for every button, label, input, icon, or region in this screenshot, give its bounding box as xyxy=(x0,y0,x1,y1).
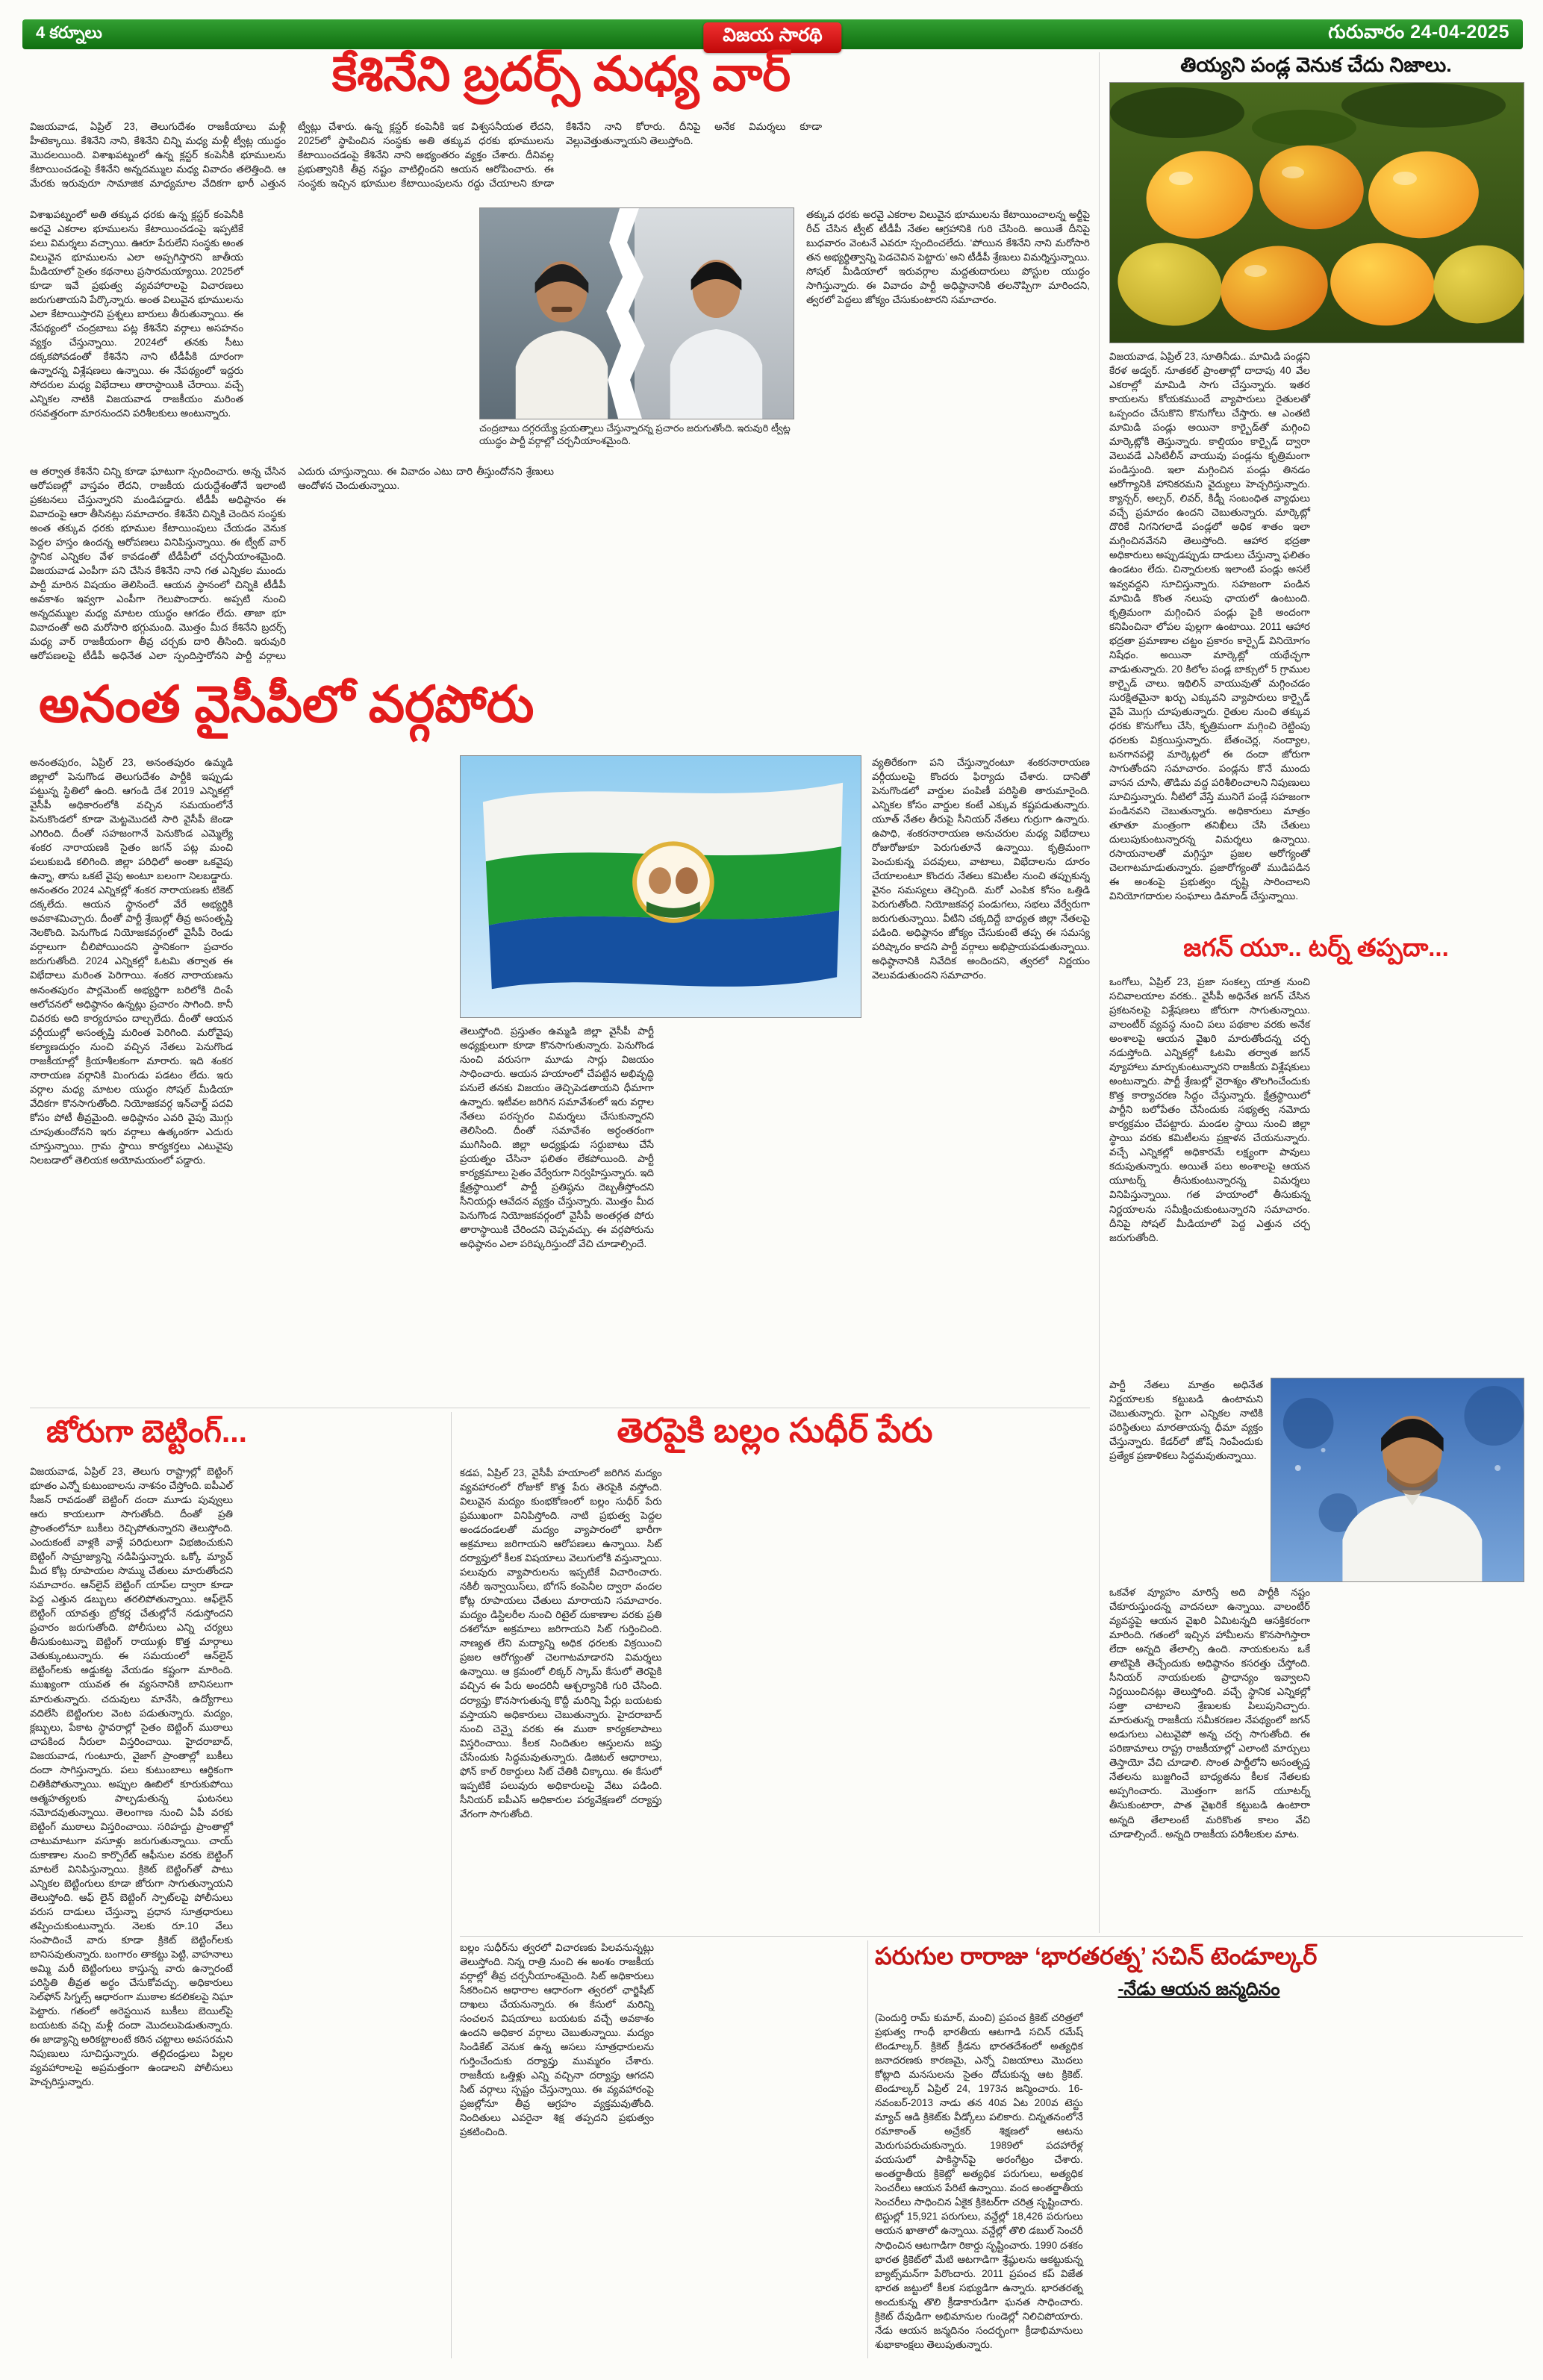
betting-body: విజయవాడ, ఏప్రిల్ 23, తెలుగు రాష్ట్రాల్లో బెట్టింగ్ భూతం ఎన్నో కుటుంబాలను నాశనం చేస్తోంది. ఐపీఎల్ సీజన్ రావడంతో బెట్టింగ్ దందా మూడు పువ్వులు ఆరు కాయలుగా సాగుతోంది. దీంతో ప్రతి ప్రాంతంలోనూ బుకీలు రెచ్చిపోతున్నారని తెలుస్తోంది. ఎందుకంటే వాళ్లకి వాళ్లే పరిధులుగా విభజించుకుని బెట్టింగ్ సామ్రాజ్యాన్ని నడిపిస్తున్నారు. ఒక్కో మ్యాచ్ మీద కోట్ల రూపాయల సొమ్ము చేతులు మారుతోందని సమాచారం. ఆన్‌లైన్ బెట్టింగ్ యాప్‌ల ద్వారా కూడా పెద్ద ఎత్తున డబ్బులు తరలిపోతున్నాయి. ఆఫ్‌లైన్ బెట్టింగ్ యావత్తు బ్రోకర్ల చేతుల్లోనే నడుస్తోందని ప్రచారం జరుగుతోంది. పోలీసులు ఎన్ని చర్యలు తీసుకుంటున్నా బెట్టింగ్ రాయుళ్లు కొత్త మార్గాలు వెతుక్కుంటున్నారు. ఈ సమయంలో ఆన్‌లైన్ బెట్టింగ్‌లకు అడ్డుకట్ట వేయడం కష్టంగా మారింది. ముఖ్యంగా యువత ఈ వ్యసనానికి బానిసలుగా మారుతున్నారు. చదువులు మానేసి, ఉద్యోగాలు వదిలేసి బెట్టింగుల వెంట పడుతున్నారు. మద్యం, క్లబ్బులు, పేకాట స్థావరాల్లో సైతం బెట్టింగ్ ముఠాలు చాపకింద నీరులా విస్తరించాయి. హైదరాబాద్, విజయవాడ, గుంటూరు, వైజాగ్ ప్రాంతాల్లో బుకీలు దందా సాగిస్తున్నారు. పలు కుటుంబాలు ఆర్థికంగా చితికిపోతున్నాయి. అప్పుల ఊబిలో కూరుకుపోయి ఆత్మహత్యలకు పాల్పడుతున్న ఘటనలు నమోదవుతున్నాయి. తెలంగాణ నుంచి ఏపీ వరకు బెట్టింగ్ ముఠాలు విస్తరించాయి. సరిహద్దు ప్రాంతాల్లో చాటుమాటుగా వసూళ్లు జరుగుతున్నాయి. చాయ్ దుకాణాల నుంచి కార్పొరేట్ ఆఫీసుల వరకు బెట్టింగ్ మాటలే వినిపిస్తున్నాయి. క్రికెట్ బెట్టింగ్‌తో పాటు ఎన్నికల బెట్టింగులు కూడా జోరుగా సాగుతున్నాయని తెలుస్తోంది. ఆఫ్ లైన్ బెట్టింగ్ స్పాట్‌లపై పోలీసులు వరుస దాడులు చేస్తున్నా ప్రధాన సూత్రధారులు తప్పించుకుంటున్నారు. నెలకు రూ.10 వేలు సంపాదించే వారు కూడా క్రికెట్ బెట్టింగ్‌లకు బానిసవుతున్నారు. బంగారం తాకట్టు పెట్టి, వాహనాలు అమ్మి మరీ బెట్టింగులు కాస్తున్న వారు ఉన్నారంటే పరిస్థితి తీవ్రత అర్థం చేసుకోవచ్చు. అధికారులు సెల్‌ఫోన్ సిగ్నల్స్ ఆధారంగా ముఠాల కదలికలపై నిఘా పెట్టారు. గతంలో అరెస్టయిన బుకీలు బెయిల్‌పై బయటకు వచ్చి మళ్లీ దందా మొదలుపెడుతున్నారు. ఈ జాడ్యాన్ని అరికట్టాలంటే కఠిన చట్టాలు అవసరమని నిపుణులు సూచిస్తున్నారు. తల్లిదండ్రులు పిల్లల వ్యవహారాలపై అప్రమత్తంగా ఉండాలని పోలీసులు హెచ్చరిస్తున్నారు. xyxy=(30,1466,233,2088)
mangoes-photo xyxy=(1109,82,1524,343)
masthead-title: విజయ సారథి xyxy=(703,22,841,53)
jagan-photo xyxy=(1271,1378,1524,1582)
kesineni-body-right: తక్కువ ధరకు అరవై ఎకరాల విలువైన భూములను కేటాయించాలన్న అర్జీపై రీచ్ చేసిన ట్వీట్ టీడీపీ నేతల ఆగ్రహానికి గురి చేసింది. అయితే దీనిపై బుధవారం వెంటనే ఎవరూ స్పందించలేదు. ‘పోయిన కేశినేని నాని మరోసారి తన అభ్యర్థిత్వాన్ని పెడచెవిన పెట్టారు’ అని టీడీపీ శ్రేణులు విమర్శిస్తున్నాయి. సోషల్ మీడియాలో ఇరువర్గాల మద్దతుదారులు పోస్టుల యుద్ధం సాగిస్తున్నారు. ఈ వివాదం పార్టీ అధిష్ఠానానికి తలనొప్పిగా మారిందని, త్వరలో పెద్దలు జోక్యం చేసుకుంటారని సమాచారం. xyxy=(806,209,1090,306)
headline-anantha-ycp-factionism: అనంత వైసీపీలో వర్గపోరు xyxy=(39,676,534,733)
headline-jagan-u-turn: జగన్ యూ.. టర్న్ తప్పదా... xyxy=(1183,934,1449,961)
kesineni-body-top: విజయవాడ, ఏప్రిల్ 23, తెలుగుదేశం రాజకీయాలు మళ్లీ హీటెక్కాయి. కేశినేని నాని, కేశినేని చిన్ని మధ్య మళ్లీ ట్వీట్ల యుద్ధం మొదలయింది. విశాఖపట్నంలో ఉన్న క్లస్టర్ కంపెనీకి భూములను కేటాయించడంపై కేశినేని అన్నదమ్ముల మధ్య వివాదం తలెత్తింది. ఆ మేరకు ఇరువురూ సామాజిక మాధ్యమాల వేదికగా భారీ ఎత్తున ట్వీట్లు చేశారు. ఉన్న క్లస్టర్ కంపెనీకి ఇక విశ్వసనీయత లేదని, 2025లో స్థాపించిన సంస్థకు అతి తక్కువ ధరకు భూములను కేటాయించడంపై కేశినేని నాని అభ్యంతరం వ్యక్తం చేశారు. దీనివల్ల ప్రభుత్వానికి తీవ్ర నష్టం వాటిల్లిందని ఆయన ఆరోపించారు. ఈ సంస్థకు ఇచ్చిన భూముల కేటాయింపులను రద్దు చేయాలని కూడా కేశినేని నాని కోరారు. దీనిపై అనేక విమర్శలు కూడా వెల్లువెత్తుతున్నాయని తెలుస్తోంది. xyxy=(30,121,822,190)
sachin-body: (పెందుర్తి రామ్ కుమార్, మంచి) ప్రపంచ క్రికెట్ చరిత్రలో ప్రభుత్వ గాంధీ భారతీయ ఆటగాడి సచిన్ రమేష్ టెండూల్కర్. క్రికెట్ క్రీడను భారతదేశంలో అత్యధిక జనాదరణకు కారణమై, ఎన్నో విజయాలు మొదలు కోట్లాది మనసులను సైతం దోచుకున్న ఆట క్రికెట్. టెండూల్కర్ ఏప్రిల్ 24, 1973న జన్మించారు. 16-నవంబర్-2013 నాడు తన 40వ ఏట 200వ టెస్టు మ్యాచ్ ఆడి క్రికెట్‌కు వీడ్కోలు పలికారు. చిన్నతనంలోనే రమాకాంత్ అచ్రేకర్ శిక్షణలో ఆటను మెరుగుపరుచుకున్నారు. 1989లో పదహారేళ్ల వయసులో పాకిస్థాన్‌పై అరంగేట్రం చేశారు. అంతర్జాతీయ క్రికెట్లో అత్యధిక పరుగులు, అత్యధిక సెంచరీలు ఆయన పేరిటే ఉన్నాయి. వంద అంతర్జాతీయ సెంచరీలు సాధించిన ఏకైక క్రికెటర్‌గా చరిత్ర సృష్టించారు. టెస్టుల్లో 15,921 పరుగులు, వన్డేల్లో 18,426 పరుగులు ఆయన ఖాతాలో ఉన్నాయి. వన్డేల్లో తొలి డబుల్ సెంచరీ సాధించిన ఆటగాడిగా రికార్డు సృష్టించారు. 1990 దశకం భారత క్రికెట్‌లో మేటి ఆటగాడిగా శ్రేష్ఠులను ఆకట్టుకున్న బ్యాట్స్‌మన్‌గా పేరొందారు. 2011 ప్రపంచ కప్ విజేత భారత జట్టులో కీలక సభ్యుడిగా ఉన్నారు. భారతరత్న అందుకున్న తొలి క్రీడాకారుడిగా ఘనత సాధించారు. క్రికెట్ దేవుడిగా అభిమానుల గుండెల్లో నిలిచిపోయారు. నేడు ఆయన జన్మదినం సందర్భంగా క్రీడాభిమానులు శుభాకాంక్షలు తెలుపుతున్నారు. xyxy=(875,2012,1083,2350)
headline-mango-bitter-truths: తియ్యని పండ్ల వెనుక చేదు నిజాలు. xyxy=(1180,54,1452,76)
divider-betting-sudhir xyxy=(451,1412,452,2358)
headline-ballem-sudhir: తెరపైకి బల్లం సుధీర్ పేరు xyxy=(617,1412,933,1449)
mangoes-illustration xyxy=(1110,83,1524,343)
ysrcp-flag-illustration xyxy=(461,756,861,1017)
divider-right-column xyxy=(1099,52,1100,1933)
sachin-birthday-subhead: -నేడు ఆయన జన్మదినం xyxy=(1117,1979,1280,1999)
sudhir-body-bottom: బల్లం సుధీర్‌ను త్వరలో విచారణకు పిలవనున్నట్లు తెలుస్తోంది. నిన్న రాత్రి నుంచి ఈ అంశం రాజకీయ వర్గాల్లో తీవ్ర చర్చనీయాంశమైంది. సిట్ అధికారులు సేకరించిన ఆధారాల ఆధారంగా త్వరలో ఛార్జిషీట్ దాఖలు చేయనున్నారు. ఈ కేసులో మరిన్ని సంచలన విషయాలు బయటకు వచ్చే అవకాశం ఉందని అధికార వర్గాలు చెబుతున్నాయి. మద్యం సిండికేట్ వెనుక ఉన్న అసలు సూత్రధారులను గుర్తించేందుకు దర్యాప్తు ముమ్మరం చేశారు. రాజకీయ ఒత్తిళ్లు ఎన్ని వచ్చినా దర్యాప్తు ఆగదని సిట్ వర్గాలు స్పష్టం చేస్తున్నాయి. ఈ వ్యవహారంపై ప్రజల్లోనూ తీవ్ర ఆగ్రహం వ్యక్తమవుతోంది. నిందితులు ఎవరైనా శిక్ష తప్పదని ప్రభుత్వం ప్రకటించింది. xyxy=(460,1942,654,2138)
kesineni-body-bottom: ఆ తర్వాత కేశినేని చిన్ని కూడా ఘాటుగా స్పందించారు. అన్న చేసిన ఆరోపణల్లో వాస్తవం లేదని, రాజకీయ దురుద్దేశంతోనే ఇలాంటి ప్రకటనలు చేస్తున్నారని మండిపడ్డారు. టీడీపీ అధిష్ఠానం ఈ వివాదంపై ఆరా తీసినట్లు సమాచారం. కేశినేని చిన్నికి చెందిన సంస్థకు అంత తక్కువ ధరకు భూముల కేటాయింపులు చేయడం వెనుక పెద్దల హస్తం ఉందన్న ఆరోపణలు వినిపిస్తున్నాయి. ఈ ట్వీట్ వార్ స్థానిక ఎన్నికల వేళ కావడంతో టీడీపీలో చర్చనీయాంశమైంది. విజయవాడ ఎంపీగా పని చేసిన కేశినేని నాని గత ఎన్నికల ముందు పార్టీ మారిన విషయం తెలిసిందే. ఆయన స్థానంలో చిన్నికి టీడీపీ అవకాశం ఇవ్వగా ఎంపీగా గెలుపొందారు. అప్పటి నుంచి అన్నదమ్ముల మధ్య మాటల యుద్ధం ఆగడం లేదు. తాజా భూ వివాదంతో అది మరోసారి భగ్గుమంది. మొత్తం మీద కేశినేని బ్రదర్స్ మధ్య వార్ రాజకీయంగా తీవ్ర చర్చకు దారి తీసింది. ఇరువురి ఆరోపణలపై టీడీపీ అధినేత ఎలా స్పందిస్తారోనని పార్టీ వర్గాలు ఎదురు చూస్తున్నాయి. ఈ వివాదం ఎటు దారి తీస్తుందోనని శ్రేణులు ఆందోళన చెందుతున్నాయి. xyxy=(30,466,554,662)
kesineni-body-left: విశాఖపట్నంలో అతి తక్కువ ధరకు ఉన్న క్లస్టర్ కంపెనీకి అరవై ఎకరాల భూములను కేటాయించడంపై ఇప్పటికే పలు విమర్శలు వచ్చాయి. ఊరూ పేరులేని సంస్థకు అంత విలువైన భూములను ఎలా అప్పగిస్తారని జాతీయ మీడియాలో సైతం కథనాలు ప్రసారమయ్యాయి. 2025లో కూడా ఇవే ప్రభుత్వ వ్యవహారాలపై విచారణలు జరుగుతాయని పేర్కొన్నారు. అంత విలువైన భూములను ఎలా కేటాయిస్తారని ప్రశ్నలు బారులు తీరుతున్నాయి. ఈ నేపథ్యంలో చంద్రబాబు పట్ల కేశినేని వర్గాలు అసహనం వ్యక్తం చేస్తున్నాయి. 2024లో తనకు సీటు దక్కకపోవడంతో కేశినేని నాని టీడీపీకి దూరంగా ఉన్నారన్న విశ్లేషణలు ఉన్నాయి. ఈ నేపథ్యంలో ఇద్దరు సోదరుల మధ్య విభేదాలు తారాస్థాయికి చేరాయి. వచ్చే ఎన్నికల నాటికి విజయవాడ రాజకీయం మరింత రసవత్తరంగా మారనుందని పరిశీలకులు అంటున్నారు. xyxy=(30,209,243,419)
ysrcp-flag-photo xyxy=(460,755,861,1018)
kesineni-brothers-photo-illustration xyxy=(480,208,794,419)
headline-betting: జోరుగా బెట్టింగ్... xyxy=(46,1415,248,1449)
edition-label: 4 కర్నూలు xyxy=(36,22,102,42)
top-bar xyxy=(22,19,1523,49)
jagan-body-top: ఒంగోలు, ఏప్రిల్ 23, ప్రజా సంకల్ప యాత్ర నుంచి సచివాలయాల వరకు.. వైసీపీ అధినేత జగన్ చేసిన ప్రకటనలపై విశ్లేషణలు జోరుగా సాగుతున్నాయి. వాలంటీర్ వ్యవస్థ నుంచి పలు పథకాల వరకు అనేక అంశాలపై ఆయన వైఖరి మారుతోందన్న చర్చ నడుస్తోంది. ఎన్నికల్లో ఓటమి తర్వాత జగన్ వ్యూహాలు మార్చుకుంటున్నారని రాజకీయ విశ్లేషకులు అంటున్నారు. పార్టీ శ్రేణుల్లో నైరాశ్యం తొలగించేందుకు కొత్త కార్యాచరణ సిద్ధం చేస్తున్నారు. క్షేత్రస్థాయిలో పార్టీని బలోపేతం చేసేందుకు సభ్యత్వ నమోదు కార్యక్రమం చేపట్టారు. మండల స్థాయి నుంచి జిల్లా స్థాయి వరకు కమిటీలను ప్రక్షాళన చేయనున్నారు. వచ్చే ఎన్నికల్లో అధికారమే లక్ష్యంగా పావులు కదుపుతున్నారు. అయితే పలు అంశాలపై ఆయన యూటర్న్ తీసుకుంటున్నారన్న విమర్శలు వినిపిస్తున్నాయి. గత హయాంలో తీసుకున్న నిర్ణయాలను సమీక్షించుకుంటున్నారని సమాచారం. దీనిపై సోషల్ మీడియాలో పెద్ద ఎత్తున చర్చ జరుగుతోంది. xyxy=(1109,976,1310,1243)
divider-sudhir-sachin xyxy=(867,1940,868,2358)
jagan-body-bottom: ఒకవేళ వ్యూహం మారిస్తే అది పార్టీకి నష్టం చేకూరుస్తుందన్న వాదనలూ ఉన్నాయి. వాలంటీర్ వ్యవస్థపై ఆయన వైఖరి ఏమిటన్నది ఆసక్తికరంగా మారింది. గతంలో ఇచ్చిన హామీలను కొనసాగిస్తారా లేదా అన్నది తేలాల్సి ఉంది. నాయకులను ఒకే తాటిపైకి తెచ్చేందుకు అధిష్ఠానం కసరత్తు చేస్తోంది. సీనియర్ నాయకులకు ప్రాధాన్యం ఇవ్వాలని నిర్ణయించినట్లు తెలుస్తోంది. వచ్చే స్థానిక ఎన్నికల్లో సత్తా చాటాలని శ్రేణులకు పిలుపునిచ్చారు. మారుతున్న రాజకీయ సమీకరణల నేపథ్యంలో జగన్ అడుగులు ఎటువైపో అన్న చర్చ సాగుతోంది. ఈ పరిణామాలు రాష్ట్ర రాజకీయాల్లో ఎలాంటి మార్పులు తెస్తాయో వేచి చూడాలి. సొంత పార్టీలోని అసంతృప్త నేతలను బుజ్జగించే బాధ్యతను కీలక నేతలకు అప్పగించారు. మొత్తంగా జగన్ యూటర్న్ తీసుకుంటారా, పాత వైఖరికే కట్టుబడి ఉంటారా అన్నది తేలాలంటే మరికొంత కాలం వేచి చూడాల్సిందే.. అన్నది రాజకీయ పరిశీలకుల మాట. xyxy=(1109,1587,1310,1840)
headline-kesineni-brothers-war: కేశినేని బ్రదర్స్ మధ్య వార్ xyxy=(331,48,791,101)
date-label: గురువారం 24-04-2025 xyxy=(1328,21,1509,43)
jagan-photo-illustration xyxy=(1271,1378,1524,1581)
anantha-body-left: అనంతపురం, ఏప్రిల్ 23, అనంతపురం ఉమ్మడి జిల్లాలో పెనుగొండ తెలుగుదేశం పార్టీకి ఇప్పుడు పట్టున్న స్థితిలో ఉంది. ఆగండి దేశ 2019 ఎన్నికల్లో వైసీపీ అధికారంలోకి వచ్చిన సమయంలోనే పెనుకొండలో కూడా మెట్టమొదటి సారి వైసీపీ జెండా ఎగిరింది. దీంతో సహజంగానే పెనుకొండ ఎమ్మెల్యే శంకర నారాయణకి సైతం జగన్ పట్ల మంచి పలుకుబడి కలిగింది. జిల్లా పరిధిలో అంతా ఒకవైపు ఉన్నా, తాను ఒకటే వైపు అంటూ బలంగా నిలబడ్డారు. అనంతరం 2024 ఎన్నికల్లో శంకర నారాయణకు టికెట్ దక్కలేదు. ఆయన స్థానంలో వేరే అభ్యర్థికి అవకాశమిచ్చారు. దీంతో పార్టీ శ్రేణుల్లో తీవ్ర అసంతృప్తి నెలకొంది. పెనుగొండ నియోజకవర్గంలో వైసీపీ రెండు వర్గాలుగా చీలిపోయిందని స్థానికంగా ప్రచారం జరుగుతోంది. 2024 ఎన్నికల్లో ఓటమి తర్వాత ఈ విభేదాలు మరింత పెరిగాయి. శంకర నారాయణను అనంతపురం పార్లమెంట్ అభ్యర్థిగా బరిలోకి దింపే ఆలోచనలో అధిష్ఠానం ఉన్నట్లు ప్రచారం సాగింది. కానీ చివరకు అది కార్యరూపం దాల్చలేదు. దీంతో ఆయన వర్గీయుల్లో అసంతృప్తి మరింత పెరిగింది. మరోవైపు కల్యాణదుర్గం నుంచి వచ్చిన నేతలు పెనుగొండ రాజకీయాల్లో క్రియాశీలకంగా మారారు. ఇది శంకర నారాయణ వర్గానికి మింగుడు పడటం లేదు. ఇరు వర్గాల మధ్య మాటల యుద్ధం సోషల్ మీడియా వేదికగా కొనసాగుతోంది. నియోజకవర్గ ఇన్‌చార్జ్ పదవి కోసం పోటీ తీవ్రమైంది. అధిష్ఠానం ఎవరి వైపు మొగ్గు చూపుతుందోనని ఇరు వర్గాలు ఉత్కంఠగా ఎదురు చూస్తున్నాయి. గ్రామ స్థాయి కార్యకర్తలు ఎటువైపు నిలబడాలో తెలియక అయోమయంలో పడ్డారు. xyxy=(30,757,233,1166)
sudhir-body-top: కడప, ఏప్రిల్ 23, వైసీపీ హయాంలో జరిగిన మద్యం వ్యవహారంలో రోజుకో కొత్త పేరు తెరపైకి వస్తోంది. విలువైన మద్యం కుంభకోణంలో బల్లం సుధీర్ పేరు ప్రముఖంగా వినిపిస్తోంది. నాటి ప్రభుత్వ పెద్దల అండదండలతో మద్యం వ్యాపారంలో భారీగా అక్రమాలు జరిగాయని ఆరోపణలు ఉన్నాయి. సిట్ దర్యాప్తులో కీలక విషయాలు వెలుగులోకి వస్తున్నాయి. పలువురు వ్యాపారులను ఇప్పటికే విచారించారు. నకిలీ ఇన్వాయిస్‌లు, బోగస్ కంపెనీల ద్వారా వందల కోట్ల రూపాయలు చేతులు మారాయని సమాచారం. మద్యం డిస్టిలరీల నుంచి రిటైల్ దుకాణాల వరకు ప్రతి దశలోనూ అక్రమాలు జరిగాయని సిట్ గుర్తించింది. నాణ్యత లేని మద్యాన్ని అధిక ధరలకు విక్రయించి ప్రజల ఆరోగ్యంతో చెలగాటమాడారని విమర్శలు ఉన్నాయి. ఆ క్రమంలో లిక్కర్ స్కామ్ కేసులో తెరపైకి వచ్చిన ఈ పేరు అందరినీ ఆశ్చర్యానికి గురి చేసింది. దర్యాప్తు కొనసాగుతున్న కొద్దీ మరిన్ని పేర్లు బయటకు వస్తాయని అధికారులు చెబుతున్నారు. హైదరాబాద్ నుంచి చెన్నై వరకు ఈ ముఠా కార్యకలాపాలు విస్తరించాయి. కీలక నిందితుల ఆస్తులను జప్తు చేసేందుకు సిద్ధమవుతున్నారు. డిజిటల్ ఆధారాలు, ఫోన్ కాల్ రికార్డులు సిట్ చేతికి చిక్కాయి. ఈ కేసులో ఇప్పటికే పలువురు అధికారులపై వేటు పడింది. సీనియర్ ఐపీఎస్ అధికారుల పర్యవేక్షణలో దర్యాప్తు వేగంగా సాగుతోంది. xyxy=(460,1467,662,1820)
headline-sachin-tendulkar: పరుగుల రారాజు ‘భారతరత్న’ సచిన్ టెండూల్కర్ xyxy=(875,1943,1318,1970)
anantha-body-right: వ్యతిరేకంగా పని చేస్తున్నారంటూ శంకరనారాయణ వర్గీయులపై కొందరు ఫిర్యాదు చేశారు. దానితో పెనుగొండలో వార్డుల పంపిణీ పరిస్థితి తారుమారైంది. ఎన్నికల కోసం వార్డుల కంటే ఎక్కువ కష్టపడుతున్నారు. యూత్ నేతల తీరుపై సీనియర్ నేతలు గుర్రుగా ఉన్నారు. ఉపాధి, శంకరనారాయణ అనుచరుల మధ్య విభేదాలు రోజురోజుకూ పెరుగుతూనే ఉన్నాయి. కృత్రిమంగా పెంచుకున్న పదవులు, వాటాలు, విభేదాలను దూరం చేయాలంటూ కొందరు నేతలు కమిటీల నుంచి తప్పుకున్న వైనం సమస్యలు తెచ్చింది. మరో ఎంపిక కోసం ఒత్తిడి పెరుగుతోంది. నియోజకవర్గ పండుగలు, సభలు వేర్వేరుగా జరుగుతున్నాయి. వీటిని చక్కదిద్దే బాధ్యత జిల్లా నేతలపై పడింది. అధిష్ఠానం జోక్యం చేసుకుంటే తప్ప ఈ సమస్య పరిష్కారం కాదని పార్టీ వర్గాలు అభిప్రాయపడుతున్నాయి. అధిష్ఠానానికి నివేదిక అందిందని, త్వరలో నిర్ణయం వెలువడుతుందని సమాచారం. xyxy=(872,757,1090,981)
divider-sachin-top xyxy=(460,1936,1523,1937)
kesineni-brothers-photo xyxy=(479,207,794,419)
kesineni-photo-caption: చంద్రబాబు దగ్గరయ్యే ప్రయత్నాలు చేస్తున్నారన్న ప్రచారం జరుగుతోంది. ఇరువురి ట్వీట్ల యుద్ధం పార్టీ వర్గాల్లో చర్చనీయాంశమైంది. xyxy=(479,422,791,446)
mango-body: విజయవాడ, ఏప్రిల్ 23, సూతినీడు.. మామిడి పండ్లని కేరళ అడ్వర్. నూతకల్ ప్రాంతాల్లో దాదాపు 40 వేల ఎకరాల్లో మామిడి సాగు చేస్తున్నారు. ఇతర కాయలను కోయకముందే వ్యాపారులు రైతులతో ఒప్పందం చేసుకొని కొనుగోలు చేస్తారు. ఆ ఎంతటి మామిడి పండ్లు అయినా కార్బైడ్‌తో మగ్గించి మార్కెట్లోకి తెస్తున్నారు. కాల్షియం కార్బైడ్ ద్వారా వెలువడే ఎసిటిలీన్ వాయువు పండ్లను కృత్రిమంగా పండిస్తుంది. ఇలా మగ్గించిన పండ్లు తినడం ఆరోగ్యానికి హానికరమని వైద్యులు హెచ్చరిస్తున్నారు. క్యాన్సర్, అల్సర్, లివర్, కిడ్నీ సంబంధిత వ్యాధులు వచ్చే ప్రమాదం ఉందని చెబుతున్నారు. మార్కెట్లో దొరికే నిగనిగలాడే పండ్లలో అధిక శాతం ఇలా మగ్గించినవేనని తెలుస్తోంది. ఆహార భద్రతా అధికారులు అప్పుడప్పుడు దాడులు చేస్తున్నా ఫలితం ఉండటం లేదు. చిన్నారులకు ఇలాంటి పండ్లు అసలే ఇవ్వవద్దని సూచిస్తున్నారు. సహజంగా పండిన మామిడి కొంత నలుపు ఛాయలో ఉంటుంది. కృత్రిమంగా మగ్గించిన పండ్లు పైకి అందంగా కనిపించినా లోపల పుల్లగా ఉంటాయి. 2011 ఆహార భద్రతా ప్రమాణాల చట్టం ప్రకారం కార్బైడ్ వినియోగం నిషేధం. అయినా మార్కెట్లో యథేచ్ఛగా వాడుతున్నారు. 20 కిలోల పండ్ల బాక్సులో 5 గ్రాముల కార్బైడ్ చాలు. ఇథిలిన్ వాయువుతో మగ్గించడం సురక్షితమైనా ఖర్చు ఎక్కువని వ్యాపారులు కార్బైడ్ వైపే మొగ్గు చూపుతున్నారు. రైతుల నుంచి తక్కువ ధరకు కొనుగోలు చేసి, కృత్రిమంగా మగ్గించి రెట్టింపు ధరలకు విక్రయిస్తున్నారు. బేతంచెర్ల, నంద్యాల, బనగానపల్లె మార్కెట్లలో ఈ దందా జోరుగా సాగుతోందని సమాచారం. పండ్లను కొనే ముందు వాసన చూసి, తొడిమ వద్ద పరిశీలించాలని నిపుణులు సూచిస్తున్నారు. నీటిలో వేస్తే మునిగే పండ్లే సహజంగా పండినవని చెబుతున్నారు. అధికారులు మాత్రం తూతూ మంత్రంగా తనిఖీలు చేసి చేతులు దులుపుకుంటున్నారన్న విమర్శలు ఉన్నాయి. రసాయనాలతో మగ్గిస్తూ ప్రజల ఆరోగ్యంతో చెలగాటమాడుతున్నారు. ప్రజారోగ్యంతో ముడిపడిన ఈ అంశంపై ప్రభుత్వం దృష్టి సారించాలని వినియోగదారుల సంఘాలు డిమాండ్ చేస్తున్నాయి. xyxy=(1109,351,1310,902)
anantha-body-mid: తెలుస్తోంది. ప్రస్తుతం ఉమ్మడి జిల్లా వైసీపీ పార్టీ అధ్యక్షులుగా కూడా కొనసాగుతున్నారు. పెనుగొండ నుంచి వరుసగా మూడు సార్లు విజయం సాధించారు. ఆయన హయాంలో చేపట్టిన అభివృద్ధి పనులే తనకు విజయం తెచ్చిపెడతాయని ధీమాగా ఉన్నారు. ఇటీవల జరిగిన సమావేశంలో ఇరు వర్గాల నేతలు పరస్పరం విమర్శలు చేసుకున్నారని తెలిసింది. దీంతో సమావేశం అర్ధంతరంగా ముగిసింది. జిల్లా అధ్యక్షుడు సర్దుబాటు చేసే ప్రయత్నం చేసినా ఫలితం లేకపోయింది. పార్టీ కార్యక్రమాలు సైతం వేర్వేరుగా నిర్వహిస్తున్నారు. ఇది క్షేత్రస్థాయిలో పార్టీ ప్రతిష్ఠను దెబ్బతీస్తోందని సీనియర్లు ఆవేదన వ్యక్తం చేస్తున్నారు. మొత్తం మీద పెనుగొండ నియోజకవర్గంలో వైసీపీ అంతర్గత పోరు తారాస్థాయికి చేరిందని చెప్పవచ్చు. ఈ వర్గపోరును అధిష్ఠానం ఎలా పరిష్కరిస్తుందో వేచి చూడాల్సిందే. xyxy=(460,1025,654,1250)
jagan-body-side: పార్టీ నేతలు మాత్రం అధినేత నిర్ణయాలకు కట్టుబడి ఉంటామని చెబుతున్నారు. పైగా ఎన్నికల నాటికి పరిస్థితులు మారతాయన్న ధీమా వ్యక్తం చేస్తున్నారు. కేడర్‌లో జోష్ నింపేందుకు ప్రత్యేక ప్రణాళికలు సిద్ధమవుతున్నాయి. xyxy=(1109,1379,1263,1462)
